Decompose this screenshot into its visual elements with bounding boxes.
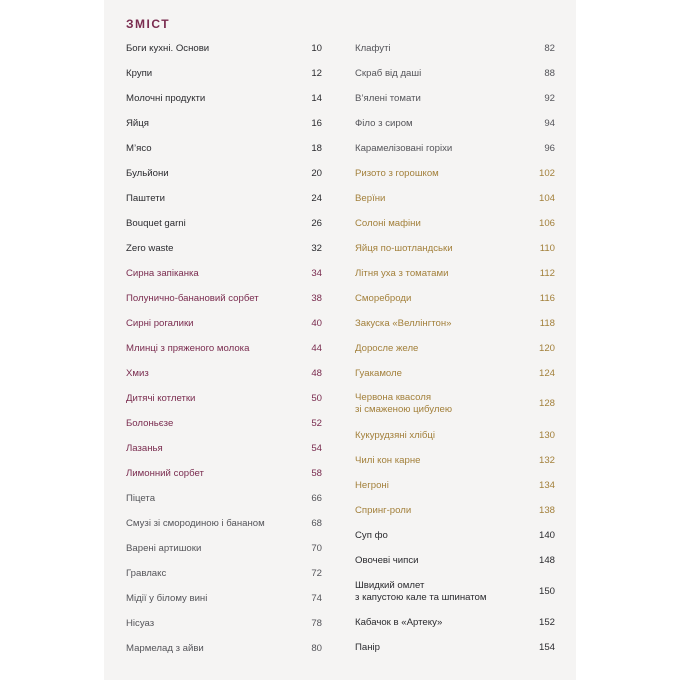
toc-entry-page-number: 68 [311,518,322,529]
toc-entry-title-line: Гравлакс [126,568,167,579]
toc-entry-title-line: Бульйони [126,168,169,179]
toc-entry-page-number: 150 [538,586,555,597]
toc-entry-title-line: Паштети [126,193,165,204]
toc-entry-title [126,68,152,80]
toc-entry-title-line: Крупи [126,68,153,79]
toc-entry-title [126,468,204,480]
toc-entry-page-number: 94 [544,118,555,129]
toc-entry-title [126,543,201,555]
toc-entry-page-number: 70 [311,543,322,554]
toc-entry-title-line: Кабачок в «Артеку» [355,617,443,628]
toc-entry-title [355,555,419,567]
toc-entry-title [355,243,453,255]
toc-entry-title-line: Піцета [126,493,156,504]
toc-entry-title-line: Лимонний сорбет [126,468,204,479]
toc-entry-title [126,368,149,380]
toc-entry-title [355,43,391,55]
toc-entry-title-line: Ризото з горошком [355,168,439,179]
toc-entry-page-number: 72 [311,568,322,579]
toc-entry-page-number: 74 [311,593,322,604]
toc-entry-title [126,118,149,130]
toc-entry-page-number: 54 [311,443,322,454]
toc-entry-page-number: 34 [311,268,322,279]
toc-entry-page-number: 88 [544,68,555,79]
toc-entry-page-number: 66 [311,493,322,504]
toc-entry-title-line: Літня уха з томатами [355,268,449,279]
toc-entry-title-line: Доросле желе [355,343,419,354]
toc-entry-title [126,418,173,430]
toc-entry-title [355,430,435,442]
toc-entry-page-number: 112 [539,268,555,279]
toc-entry-title [355,293,411,305]
toc-entry-title [126,493,155,505]
toc-entry-page-number: 10 [311,43,322,54]
toc-entry-title-line: Болоньєзе [126,418,174,429]
toc-entry-title-line: Спринг-роли [355,505,412,516]
toc-entry-page-number: 14 [311,93,322,104]
toc-entry-page-number: 124 [538,368,555,379]
toc-entry-title [126,343,249,355]
toc-entry-page-number: 120 [538,343,555,354]
toc-entry-title [355,118,413,130]
toc-entry-title [126,568,166,580]
toc-entry-title [126,293,259,305]
toc-entry-title-line: Філо з сиром [355,118,413,129]
toc-entry-title-line: Скраб від даші [355,68,422,79]
toc-entry-title-line: Яйця по-шотландськи [355,243,453,254]
toc-entry-title [126,393,195,405]
toc-entry-title [355,392,452,416]
toc-title: ЗМІСТ [126,17,171,31]
toc-entry-page-number: 18 [311,143,322,154]
toc-entry-page-number: 40 [311,318,322,329]
toc-entry-title [126,593,207,605]
toc-entry-page-number: 118 [539,318,555,329]
toc-entry-page-number: 148 [538,555,555,566]
toc-entry-title-line: Солоні мафіни [355,218,421,229]
toc-entry-page-number: 80 [311,643,322,654]
toc-entry-title [355,218,421,230]
toc-entry-title-line: Негроні [355,480,389,491]
toc-entry-title [355,343,418,355]
toc-entry-title [355,168,439,180]
toc-entry-title [126,168,169,180]
toc-entry-title-line: Мідії у білому вині [126,593,208,604]
toc-entry-page-number: 48 [311,368,322,379]
toc-entry-title-line: В’ялені томати [355,93,421,104]
toc-entry-title [126,318,194,330]
toc-entry-title-line: Верїни [355,193,386,204]
toc-entry-page-number: 50 [311,393,322,404]
toc-entry-title [355,368,402,380]
toc-entry-title [126,193,165,205]
toc-entry-title-line: Суп фо [355,530,388,541]
toc-entry-title-line: Bouquet garni [126,218,186,229]
toc-entry-title [126,243,173,255]
toc-entry-title-line: Панір [355,642,380,653]
toc-entry-page-number: 16 [311,118,322,129]
toc-entry-title [355,268,448,280]
toc-entry-page-number: 132 [538,455,555,466]
toc-entry-title [355,68,421,80]
toc-entry-page-number: 26 [311,218,322,229]
toc-entry-title-line: Смузі зі смородиною і бананом [126,518,265,529]
toc-entry-title-line: з капустою кале та шпинатом [355,592,487,603]
toc-entry-title-line: М’ясо [126,143,152,154]
toc-entry-page-number: 78 [311,618,322,629]
toc-entry-page-number: 58 [311,468,322,479]
toc-entry-title [355,455,420,467]
toc-entry-title [126,43,209,55]
toc-entry-page-number: 82 [544,43,555,54]
toc-entry-title [355,318,451,330]
toc-entry-title-line: Нісуаз [126,618,155,629]
toc-entry-title [126,443,163,455]
toc-entry-title [355,580,487,604]
toc-entry-title-line: Клафуті [355,43,391,54]
toc-entry-title-line: Молочні продукти [126,93,206,104]
toc-entry-title-line: Гуакамоле [355,368,402,379]
toc-entry-title-line: Лазанья [126,443,163,454]
toc-entry-title [126,618,154,630]
toc-entry-title-line: Мармелад з айви [126,643,204,654]
toc-entry-title-line: Полунично-банановий сорбет [126,293,259,304]
toc-entry-title [355,642,380,654]
toc-entry-title [355,193,385,205]
toc-entry-page-number: 44 [311,343,322,354]
toc-entry-title-line: Дитячі котлетки [126,393,196,404]
toc-entry-title-line: Яйця [126,118,149,129]
toc-entry-title [126,518,265,530]
toc-entry-title-line: Сирні рогалики [126,318,194,329]
toc-entry-title-line: Сирна запіканка [126,268,199,279]
toc-entry-title-line: Закуска «Веллінгтон» [355,318,452,329]
toc-entry-page-number: 152 [538,617,555,628]
toc-entry-title-line: Боги кухні. Основи [126,43,210,54]
toc-entry-page-number: 38 [311,293,322,304]
toc-entry-title [126,268,199,280]
toc-entry-title [355,143,452,155]
toc-entry-page-number: 134 [538,480,555,491]
toc-entry-title [355,93,421,105]
toc-entry-title [355,505,411,517]
toc-entry-title [355,617,442,629]
toc-entry-page-number: 110 [539,243,555,254]
toc-entry-page-number: 24 [311,193,322,204]
toc-entry-title [126,143,152,155]
toc-entry-title-line: Швидкий омлет [355,580,425,591]
toc-entry-title-line: Zero waste [126,243,174,254]
toc-entry-title-line: Чилі кон карне [355,455,421,466]
toc-entry-page-number: 140 [538,530,555,541]
toc-entry-page-number: 128 [538,398,555,409]
toc-entry-title-line: Червона квасоля [355,392,432,403]
toc-entry-page-number: 52 [311,418,322,429]
toc-entry-page-number: 106 [538,218,555,229]
toc-entry-page-number: 12 [311,68,322,79]
toc-entry-page-number: 92 [544,93,555,104]
toc-entry-title [126,218,186,230]
toc-entry-title [126,643,204,655]
toc-entry-title-line: Смореброди [355,293,412,304]
toc-entry-page-number: 96 [544,143,555,154]
toc-entry-page-number: 116 [539,293,555,304]
toc-entry-title-line: Кукурудзяні хлібці [355,430,436,441]
toc-entry-page-number: 154 [538,642,555,653]
toc-entry-page-number: 102 [538,168,555,179]
toc-entry-title [126,93,205,105]
toc-entry-title-line: Карамелізовані горіхи [355,143,453,154]
toc-entry-page-number: 20 [311,168,322,179]
toc-entry-page-number: 32 [311,243,322,254]
toc-entry-page-number: 130 [538,430,555,441]
toc-entry-title-line: Варені артишоки [126,543,202,554]
toc-entry-title [355,530,388,542]
toc-entry-page-number: 138 [538,505,555,516]
toc-entry-page-number: 104 [538,193,555,204]
toc-entry-title-line: Млинці з пряженого молока [126,343,250,354]
toc-entry-title-line: зі смаженою цибулею [355,404,453,415]
toc-entry-title-line: Хмиз [126,368,149,379]
toc-entry-title [355,480,389,492]
toc-entry-title-line: Овочеві чипси [355,555,419,566]
